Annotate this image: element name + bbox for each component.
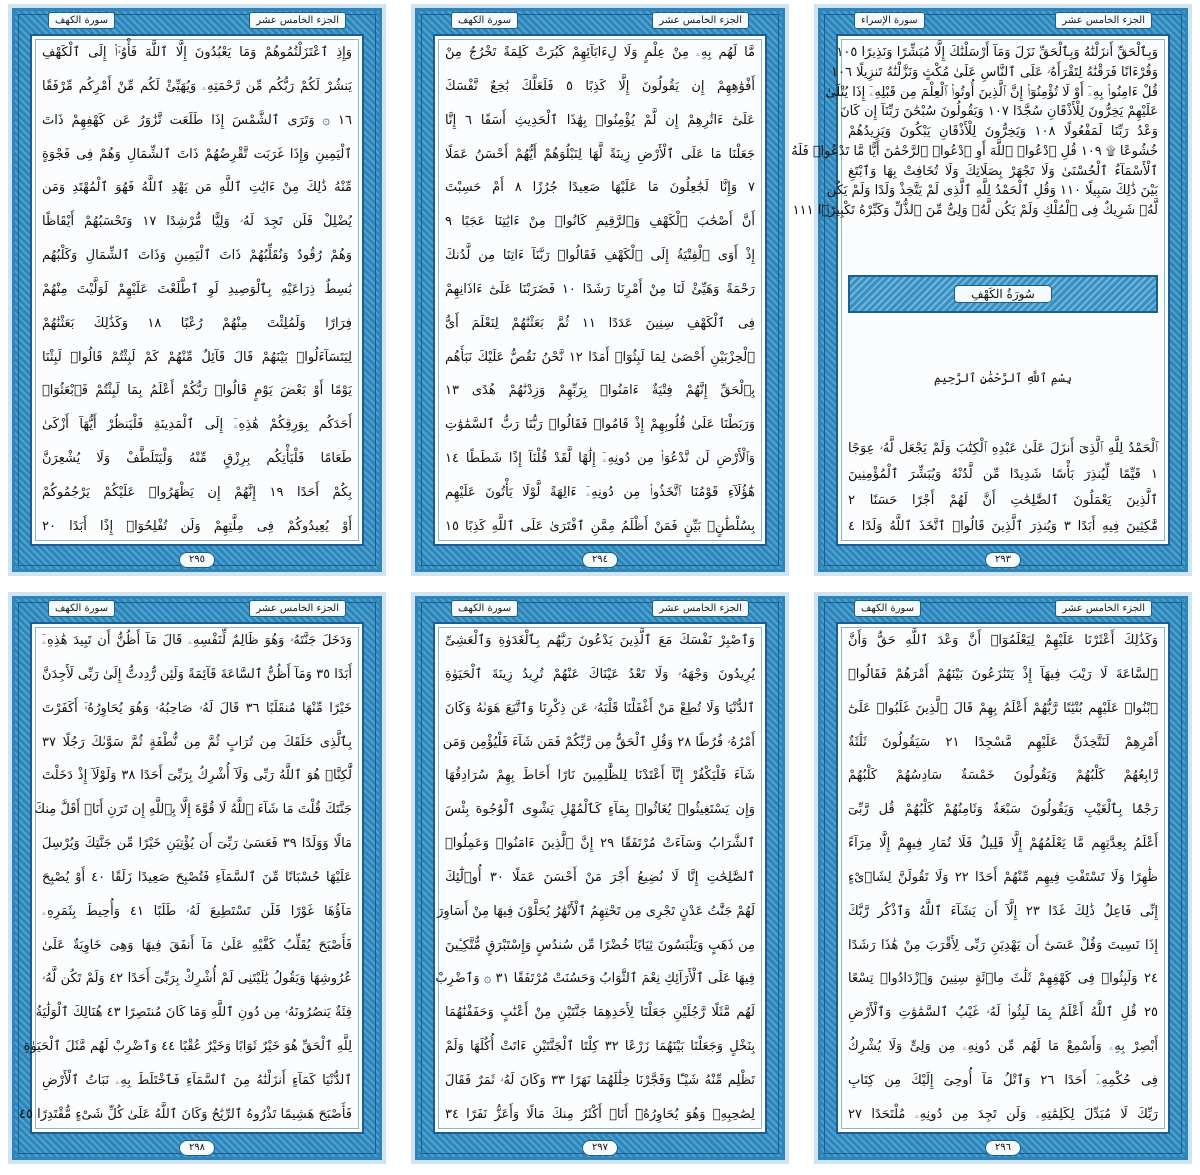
top-lines	[791, 44, 1158, 220]
page-text-area	[791, 34, 1170, 546]
page-number: ٢٩٥	[179, 552, 215, 568]
verse-line: وَبِٱلْحَقِّ أَنزَلْنَٰهُ وَبِٱلْحَقِّ نَزَلَ وَمَآ أَرْسَلْنَٰكَ إِلَّا مُبَشِّرًا وَنَذِيرًا ١٠٥	[836, 45, 1158, 60]
verse-line: أَفْوَٰهِهِمْ إِن يَقُولُونَ إِلَّا كَذِبًا ٥ فَلَعَلَّكَ بَٰخِعٌ نَّفْسَكَ	[445, 78, 755, 94]
page-header	[854, 11, 1152, 29]
verse-line: أَمْرُهُۥ فُرُطًا ٢٨ وَقُلِ ٱلْحَقُّ مِن رَّبِّكُمْ فَمَن شَآءَ فَلْيُؤْمِن وَمَن	[442, 734, 755, 750]
page-lines	[18, 632, 353, 1124]
verse-line: شَآءَ فَلْيَكْفُرْ إِنَّآ أَعْتَدْنَا لِلظَّٰلِمِينَ نَارًا أَحَاطَ بِهِمْ سُرَادِقُهَا	[445, 768, 755, 784]
verse-line: جَعَلْنَا مَا عَلَى ٱلْأَرْضِ زِينَةً لَّهَا لِنَبْلُوَهُمْ أَيُّهُمْ أَحْسَنُ عَمَلًا	[445, 146, 755, 162]
verse-line: وَٱصْبِرْ نَفْسَكَ مَعَ ٱلَّذِينَ يَدْعُونَ رَبَّهُم بِٱلْغَدَوٰةِ وَٱلْعَشِىِّ	[445, 633, 755, 648]
page-text-area	[433, 622, 767, 1134]
page-text-area	[836, 622, 1170, 1134]
verse-line: لِيَتَسَآءَلُوا۟ بَيْنَهُمْ قَالَ قَآئِلٌ مِّنْهُمْ كَمْ لَبِثْتُمْ قَالُوا۟ لَبِثْنَا	[42, 349, 352, 365]
verse-line: إِذْ أَوَى ٱلْفِتْيَةُ إِلَى ٱلْكَهْفِ فَقَالُوا۟ رَبَّنَآ ءَاتِنَا مِن لَّدُنكَ	[445, 248, 755, 264]
verse-line: أَنَّ أَصْحَٰبَ ٱلْكَهْفِ وَٱلرَّقِيمِ كَانُوا۟ مِنْ ءَايَٰتِنَا عَجَبًا ٩	[445, 214, 755, 230]
page-lines	[848, 632, 1158, 1124]
verse-line: لَّهُۥ شَرِيكٌ فِى ٱلْمُلْكِ وَلَمْ يَكُن لَّهُۥ وَلِىٌّ مِّنَ ٱلذُّلِّ وَكَبِّرْهُ تَكْبِيرًۢا ١١١	[792, 203, 1158, 218]
quran-page	[8, 592, 386, 1164]
surah-name-label: سورة الكهف	[48, 12, 115, 29]
page-lines	[435, 632, 756, 1124]
verse-line: عَلَيْهِمْ يَخِرُّونَ لِلْأَذْقَانِ سُجَّدًا ١٠٧ وَيَقُولُونَ سُبْحَٰنَ رَبِّنَآ إِن كَانَ	[840, 104, 1158, 120]
verse-line: وَقُرْءَانًا فَرَقْنَٰهُ لِتَقْرَأَهُۥ عَلَى ٱلنَّاسِ عَلَىٰ مُكْثٍ وَنَزَّلْنَٰهُ تَنزِيلًا ١٠٦	[831, 64, 1158, 80]
basmala: بِسْمِ ٱللَّهِ ٱلرَّحْمَٰنِ ٱلرَّحِيمِ	[933, 370, 1072, 385]
surah-title-banner	[848, 275, 1158, 313]
verse-line: وَٱلْأَرْضِ لَن نَّدْعُوَا۟ مِن دُونِهِۦٓ إِلَٰهًا لَّقَدْ قُلْنَآ إِذًا شَطَطًا ١٤	[445, 451, 755, 467]
verse-line: أَبْصِرْ بِهِۦ وَأَسْمِعْ مَا لَهُم مِّن دُونِهِۦ مِن وَلِىٍّ وَلَا يُشْرِكُ	[848, 1039, 1158, 1055]
verse-line: مِّنْهُ ذَٰلِكَ مِنْ ءَايَٰتِ ٱللَّهِ مَن يَهْدِ ٱللَّهُ فَهُوَ ٱلْمُهْتَدِ وَمَن	[42, 180, 352, 196]
page-header	[451, 599, 749, 617]
verse-line: فِى حُكْمِهِۦٓ أَحَدًا ٢٦ وَٱتْلُ مَآ أُوحِىَ إِلَيْكَ مِن كِتَابِ	[848, 1072, 1158, 1088]
verse-line: لِلَّهِ ٱلْحَقِّ هُوَ خَيْرٌ ثَوَابًا وَخَيْرٌ عُقْبًا ٤٤ وَٱضْرِبْ لَهُم مَّثَلَ ٱلْحَيَوٰةِ	[23, 1039, 352, 1055]
verse-line: ١٦ ۞ وَتَرَى ٱلشَّمْسَ إِذَا طَلَعَت تَّزَٰوَرُ عَن كَهْفِهِمْ ذَاتَ	[42, 112, 352, 128]
verse-line: تَظْلِم مِّنْهُ شَيْـًٔا وَفَجَّرْنَا خِلَٰلَهُمَا نَهَرًا ٣٣ وَكَانَ لَهُۥ ثَمَرٌ فَقَالَ	[445, 1072, 755, 1088]
verse-line: بِنَخْلٍ وَجَعَلْنَا بَيْنَهُمَا زَرْعًا ٣٢ كِلْتَا ٱلْجَنَّتَيْنِ ءَاتَتْ أُكُلَهَا وَلَمْ	[445, 1039, 755, 1055]
verse-line: مَّا لَهُم بِهِۦ مِنْ عِلْمٍ وَلَا لِءَابَآئِهِمْ كَبُرَتْ كَلِمَةً تَخْرُجُ مِنْ	[445, 45, 755, 60]
juz-label: الجزء الخامس عشر	[1055, 600, 1152, 617]
verse-line: ٱلشَّرَابُ وَسَآءَتْ مُرْتَفَقًا ٢٩ إِنَّ ٱلَّذِينَ ءَامَنُوا۟ وَعَمِلُوا۟	[445, 836, 755, 852]
verse-line: وَرَبَطْنَا عَلَىٰ قُلُوبِهِمْ إِذْ قَامُوا۟ فَقَالُوا۟ رَبُّنَا رَبُّ ٱلسَّمَٰوَٰتِ	[445, 417, 755, 433]
verse-line: وَإِن يَسْتَغِيثُوا۟ يُغَاثُوا۟ بِمَآءٍ كَٱلْمُهْلِ يَشْوِى ٱلْوُجُوهَ بِئْسَ	[445, 802, 755, 818]
verse-line: ٱبْنُوا۟ عَلَيْهِم بُنْيَٰنًا رَّبُّهُمْ أَعْلَمُ بِهِمْ قَالَ ٱلَّذِينَ غَلَبُوا۟ عَلَىٰٓ	[848, 700, 1158, 716]
juz-label: الجزء الخامس عشر	[249, 600, 346, 617]
surah-name-label: سورة الإسراء	[854, 12, 925, 29]
quran-page	[814, 592, 1192, 1164]
verse-line: فَأَصْبَحَ هَشِيمًا تَذْرُوهُ ٱلرِّيَٰحُ وَكَانَ ٱللَّهُ عَلَىٰ كُلِّ شَىْءٍ مُّقْتَدِرًا ٤٥	[18, 1106, 352, 1122]
verse-line: يُضْلِلْ فَلَن تَجِدَ لَهُۥ وَلِيًّا مُّرْشِدًا ١٧ وَتَحْسَبُهُمْ أَيْقَاظًا	[42, 214, 352, 230]
page-number: ٢٩٤	[582, 552, 618, 568]
page-number: ٢٩٣	[985, 552, 1021, 568]
page-number: ٢٩٨	[179, 1140, 215, 1156]
verse-line: ٱلدُّنْيَا كَمَآءٍ أَنزَلْنَٰهُ مِنَ ٱلسَّمَآءِ فَٱخْتَلَطَ بِهِۦ نَبَاتُ ٱلْأَرْضِ	[42, 1072, 352, 1088]
bottom-lines	[848, 440, 1158, 536]
page-footer	[411, 551, 789, 569]
verse-line: خُشُوعًا ۩ ١٠٩ قُلِ ٱدْعُوا۟ ٱللَّهَ أَوِ ٱدْعُوا۟ ٱلرَّحْمَٰنَ أَيًّا مَّا تَدْعُوا۟ فَلَهُ	[791, 143, 1158, 159]
verse-line: مَالًا وَوَلَدًا ٣٩ فَعَسَىٰ رَبِّىٓ أَن يُؤْتِيَنِ خَيْرًا مِّن جَنَّتِكَ وَيُرْسِلَ	[42, 836, 352, 852]
verse-line: ٱلَّذِينَ يَعْمَلُونَ ٱلصَّٰلِحَٰتِ أَنَّ لَهُمْ أَجْرًا حَسَنًا ٢	[848, 492, 1158, 508]
verse-line: لِصَٰحِبِهِۦ وَهُوَ يُحَاوِرُهُۥٓ أَنَا۠ أَكْثَرُ مِنكَ مَالًا وَأَعَزُّ نَفَرًا ٣٤	[445, 1106, 755, 1122]
page-lines	[445, 44, 755, 536]
quran-page	[411, 4, 789, 576]
juz-label: الجزء الخامس عشر	[249, 12, 346, 29]
verse-line: بِكُمْ أَحَدًا ١٩ إِنَّهُمْ إِن يَظْهَرُوا۟ عَلَيْكُمْ يَرْجُمُوكُمْ	[42, 484, 352, 500]
page-header	[854, 599, 1152, 617]
verse-line: يَوْمًا أَوْ بَعْضَ يَوْمٍ قَالُوا۟ رَبُّكُمْ أَعْلَمُ بِمَا لَبِثْتُمْ فَٱبْعَثُوٓا۟	[42, 383, 352, 399]
page-text-area	[30, 34, 364, 546]
verse-line: لَهُم مَّثَلًا رَّجُلَيْنِ جَعَلْنَا لِأَحَدِهِمَا جَنَّتَيْنِ مِنْ أَعْنَٰبٍ وَحَفَفْنَٰهُمَا	[445, 1005, 755, 1021]
verse-line: فِيهَا عَلَى ٱلْأَرَآئِكِ نِعْمَ ٱلثَّوَابُ وَحَسُنَتْ مُرْتَفَقًا ٣١ ۞ وَٱضْرِبْ	[435, 971, 755, 987]
verse-line: وَكَذَٰلِكَ أَعْثَرْنَا عَلَيْهِمْ لِيَعْلَمُوٓا۟ أَنَّ وَعْدَ ٱللَّهِ حَقٌّ وَأَنَّ	[848, 633, 1158, 648]
verse-line: مَّٰكِثِينَ فِيهِ أَبَدًا ٣ وَيُنذِرَ ٱلَّذِينَ قَالُوا۟ ٱتَّخَذَ ٱللَّهُ وَلَدًا ٤	[848, 518, 1158, 534]
verse-line: إِذَا نَسِيتَ وَقُلْ عَسَىٰٓ أَن يَهْدِيَنِ رَبِّى لِأَقْرَبَ مِنْ هَٰذَا رَشَدًا	[848, 937, 1158, 953]
verse-line: رَجْمًۢا بِٱلْغَيْبِ وَيَقُولُونَ سَبْعَةٌ وَثَامِنُهُمْ كَلْبُهُمْ قُل رَّبِّىٓ	[848, 802, 1158, 818]
verse-line: ظَٰهِرًا وَلَا تَسْتَفْتِ فِيهِم مِّنْهُمْ أَحَدًا ٢٢ وَلَا تَقُولَنَّ لِشَا۟ىْءٍ	[848, 869, 1158, 885]
verse-line: أَبَدًا ٣٥ وَمَآ أَظُنُّ ٱلسَّاعَةَ قَآئِمَةً وَلَئِن رُّدِدتُّ إِلَىٰ رَبِّى لَأَجِدَنَّ	[42, 666, 352, 682]
verse-line: ٱلْحَمْدُ لِلَّهِ ٱلَّذِىٓ أَنزَلَ عَلَىٰ عَبْدِهِ ٱلْكِتَٰبَ وَلَمْ يَجْعَل لَّهُۥ عِوَجًا	[848, 440, 1158, 456]
verse-line: بَيْنَ ذَٰلِكَ سَبِيلًا ١١٠ وَقُلِ ٱلْحَمْدُ لِلَّهِ ٱلَّذِى لَمْ يَتَّخِذْ وَلَدًا وَلَمْ يَكُن	[826, 183, 1158, 199]
page-footer	[8, 1139, 386, 1157]
verse-line: عَلَىٰٓ ءَاثَٰرِهِمْ إِن لَّمْ يُؤْمِنُوا۟ بِهَٰذَا ٱلْحَدِيثِ أَسَفًا ٦ إِنَّا	[445, 112, 755, 128]
verse-line: ٱلْأَسْمَآءُ ٱلْحُسْنَىٰ وَلَا تَجْهَرْ بِصَلَاتِكَ وَلَا تُخَافِتْ بِهَا وَٱبْتَغِ	[848, 163, 1158, 179]
verse-line: أَوْ يُعِيدُوكُمْ فِى مِلَّتِهِمْ وَلَن تُفْلِحُوٓا۟ إِذًا أَبَدًا ٢٠	[42, 518, 352, 534]
verse-line: يُرِيدُونَ وَجْهَهُۥ وَلَا تَعْدُ عَيْنَاكَ عَنْهُمْ تُرِيدُ زِينَةَ ٱلْحَيَوٰةِ	[445, 666, 755, 682]
page-text-area	[433, 34, 767, 546]
verse-line: وَهُمْ رُقُودٌ وَنُقَلِّبُهُمْ ذَاتَ ٱلْيَمِينِ وَذَاتَ ٱلشِّمَالِ وَكَلْبُهُم	[42, 248, 352, 264]
surah-name-label: سورة الكهف	[451, 12, 518, 29]
page-footer	[8, 551, 386, 569]
verse-line: يَنشُرْ لَكُمْ رَبُّكُم مِّن رَّحْمَتِهِۦ وَيُهَيِّئْ لَكُم مِّنْ أَمْرِكُم مِّرْفَقًا	[42, 78, 352, 94]
surah-title: سُورَةُ الكَهْفِ	[954, 285, 1052, 303]
verse-line: أَمْرِهِمْ لَنَتَّخِذَنَّ عَلَيْهِم مَّسْجِدًا ٢١ سَيَقُولُونَ ثَلَٰثَةٌ	[848, 734, 1158, 750]
verse-line: مِن ذَهَبٍ وَيَلْبَسُونَ ثِيَابًا خُضْرًا مِّن سُندُسٍ وَإِسْتَبْرَقٍ مُّتَّكِـِٔينَ	[445, 937, 755, 953]
page-header	[48, 599, 346, 617]
verse-line: وَعْدُ رَبِّنَا لَمَفْعُولًا ١٠٨ وَيَخِرُّونَ لِلْأَذْقَانِ يَبْكُونَ وَيَزِيدُهُمْ	[848, 124, 1158, 139]
verse-line: رَّابِعُهُمْ كَلْبُهُمْ وَيَقُولُونَ خَمْسَةٌ سَادِسُهُمْ كَلْبُهُمْ	[848, 768, 1158, 784]
verse-line: فِى ٱلْكَهْفِ سِنِينَ عَدَدًا ١١ ثُمَّ بَعَثْنَٰهُمْ لِنَعْلَمَ أَىُّ	[445, 315, 756, 331]
verse-line: إِنِّى فَاعِلٌ ذَٰلِكَ غَدًا ٢٣ إِلَّآ أَن يَشَآءَ ٱللَّهُ وَٱذْكُر رَّبَّكَ	[848, 903, 1158, 919]
verse-line: قُلْ ءَامِنُوا۟ بِهِۦٓ أَوْ لَا تُؤْمِنُوٓا۟ إِنَّ ٱلَّذِينَ أُوتُوا۟ ٱلْعِلْمَ مِن قَبْلِهِۦٓ إِذَا يُتْلَىٰ	[825, 84, 1158, 100]
verse-line: ٱلْيَمِينِ وَإِذَا غَرَبَت تَّقْرِضُهُمْ ذَاتَ ٱلشِّمَالِ وَهُمْ فِى فَجْوَةٍ	[42, 146, 352, 162]
verse-line: ٢٤ وَلَبِثُوا۟ فِى كَهْفِهِمْ ثَلَٰثَ مِا۟ئَةٍ سِنِينَ وَٱزْدَادُوا۟ تِسْعًا	[848, 971, 1158, 987]
page-text-area	[18, 622, 364, 1134]
verse-line: ٱلسَّاعَةَ لَا رَيْبَ فِيهَآ إِذْ يَتَنَٰزَعُونَ بَيْنَهُمْ أَمْرَهُمْ فَقَالُوا۟	[848, 666, 1158, 682]
page-header	[48, 11, 346, 29]
page-header	[451, 11, 749, 29]
page-number: ٢٩٦	[985, 1140, 1021, 1156]
verse-line: رَبِّكَ لَا مُبَدِّلَ لِكَلِمَٰتِهِۦ وَلَن تَجِدَ مِن دُونِهِۦ مُلْتَحَدًا ٢٧	[848, 1106, 1158, 1122]
verse-line: ٱلْحِزْبَيْنِ أَحْصَىٰ لِمَا لَبِثُوٓا۟ أَمَدًا ١٢ نَّحْنُ نَقُصُّ عَلَيْكَ نَبَأَهُم	[445, 349, 755, 365]
surah-name-label: سورة الكهف	[854, 600, 921, 617]
page-footer	[814, 1139, 1192, 1157]
verse-line: بِٱلَّذِى خَلَقَكَ مِن تُرَابٍ ثُمَّ مِن نُّطْفَةٍ ثُمَّ سَوَّىٰكَ رَجُلًا ٣٧	[42, 734, 352, 750]
page-footer	[814, 551, 1192, 569]
verse-line: مَآؤُهَا غَوْرًا فَلَن تَسْتَطِيعَ لَهُۥ طَلَبًا ٤١ وَأُحِيطَ بِثَمَرِهِۦ	[42, 903, 352, 919]
juz-label: الجزء الخامس عشر	[652, 600, 749, 617]
verse-line: بِٱلْحَقِّ إِنَّهُمْ فِتْيَةٌ ءَامَنُوا۟ بِرَبِّهِمْ وَزِدْنَٰهُمْ هُدًى ١٣	[445, 383, 755, 399]
page-number: ٢٩٧	[582, 1140, 618, 1156]
verse-line: هَٰٓؤُلَآءِ قَوْمُنَا ٱتَّخَذُوا۟ مِن دُونِهِۦٓ ءَالِهَةً لَّوْلَا يَأْتُونَ عَلَيْهِم	[445, 484, 755, 500]
juz-label: الجزء الخامس عشر	[652, 12, 749, 29]
page-lines	[791, 44, 1158, 536]
verse-line: رَحْمَةً وَهَيِّئْ لَنَا مِنْ أَمْرِنَا رَشَدًا ١٠ فَضَرَبْنَا عَلَىٰٓ ءَاذَانِهِمْ	[445, 281, 756, 297]
verse-line: عُرُوشِهَا وَيَقُولُ يَٰلَيْتَنِى لَمْ أُشْرِكْ بِرَبِّىٓ أَحَدًا ٤٢ وَلَمْ تَكُن لَّهُۥ	[42, 971, 352, 987]
verse-line: ٱلصَّٰلِحَٰتِ إِنَّا لَا نُضِيعُ أَجْرَ مَنْ أَحْسَنَ عَمَلًا ٣٠ أُو۟لَٰٓئِكَ	[445, 869, 756, 885]
verse-line: لَهُمْ جَنَّٰتُ عَدْنٍ تَجْرِى مِن تَحْتِهِمُ ٱلْأَنْهَٰرُ يُحَلَّوْنَ فِيهَا مِنْ أَسَاوِرَ	[437, 903, 755, 919]
juz-label: الجزء الخامس عشر	[1055, 12, 1152, 29]
verse-line: جَنَّتَكَ قُلْتَ مَا شَآءَ ٱللَّهُ لَا قُوَّةَ إِلَّا بِٱللَّهِ إِن تَرَنِ أَنَا۠ أَقَلَّ مِنكَ	[34, 802, 352, 818]
verse-line: خَيْرًا مِّنْهَا مُنقَلَبًا ٣٦ قَالَ لَهُۥ صَاحِبُهُۥ وَهُوَ يُحَاوِرُهُۥٓ أَكَفَرْتَ	[42, 700, 352, 716]
verse-line: ٱلدُّنْيَا وَلَا تُطِعْ مَنْ أَغْفَلْنَا قَلْبَهُۥ عَن ذِكْرِنَا وَٱتَّبَعَ هَوَىٰهُ وَكَانَ	[445, 700, 755, 716]
verse-line: وَدَخَلَ جَنَّتَهُۥ وَهُوَ ظَالِمٌ لِّنَفْسِهِۦ قَالَ مَآ أَظُنُّ أَن تَبِيدَ هَٰذِهِۦٓ	[42, 633, 352, 648]
verse-line: لَّٰكِنَّا۠ هُوَ ٱللَّهُ رَبِّى وَلَآ أُشْرِكُ بِرَبِّىٓ أَحَدًا ٣٨ وَلَوْلَآ إِذْ دَخَلْتَ	[42, 768, 353, 784]
verse-line: بِسُلْطَٰنٍۭ بَيِّنٍ فَمَنْ أَظْلَمُ مِمَّنِ ٱفْتَرَىٰ عَلَى ٱللَّهِ كَذِبًا ١٥	[445, 518, 755, 534]
verse-line: ٧ وَإِنَّا لَجَٰعِلُونَ مَا عَلَيْهَا صَعِيدًا جُرُزًا ٨ أَمْ حَسِبْتَ	[445, 180, 756, 196]
surah-name-label: سورة الكهف	[48, 600, 115, 617]
verse-line: أَعْلَمُ بِعِدَّتِهِم مَّا يَعْلَمُهُمْ إِلَّا قَلِيلٌ فَلَا تُمَارِ فِيهِمْ إِلَّا مِرَآءً	[848, 836, 1158, 852]
page-footer	[411, 1139, 789, 1157]
verse-line: فِئَةٌ يَنصُرُونَهُۥ مِن دُونِ ٱللَّهِ وَمَا كَانَ مُنتَصِرًا ٤٣ هُنَالِكَ ٱلْوَلَٰيَةُ	[35, 1005, 352, 1021]
verse-line: وَإِذِ ٱعْتَزَلْتُمُوهُمْ وَمَا يَعْبُدُونَ إِلَّا ٱللَّهَ فَأْوُۥٓا۟ إِلَى ٱلْكَهْفِ	[42, 45, 352, 60]
verse-line: طَعَامًا فَلْيَأْتِكُم بِرِزْقٍ مِّنْهُ وَلْيَتَلَطَّفْ وَلَا يُشْعِرَنَّ	[42, 451, 352, 467]
page-lines	[42, 44, 352, 536]
quran-page	[411, 592, 789, 1164]
verse-line: فَأَصْبَحَ يُقَلِّبُ كَفَّيْهِ عَلَىٰ مَآ أَنفَقَ فِيهَا وَهِىَ خَاوِيَةٌ عَلَىٰ	[42, 937, 352, 953]
verse-line: ٢٥ قُلِ ٱللَّهُ أَعْلَمُ بِمَا لَبِثُوا۟ لَهُۥ غَيْبُ ٱلسَّمَٰوَٰتِ وَٱلْأَرْضِ	[848, 1005, 1158, 1021]
verse-line: عَلَيْهَا حُسْبَانًا مِّنَ ٱلسَّمَآءِ فَتُصْبِحَ صَعِيدًا زَلَقًا ٤٠ أَوْ يُصْبِحَ	[42, 869, 352, 885]
surah-name-label: سورة الكهف	[451, 600, 518, 617]
verse-line: أَحَدَكُم بِوَرِقِكُمْ هَٰذِهِۦٓ إِلَى ٱلْمَدِينَةِ فَلْيَنظُرْ أَيُّهَآ أَزْكَىٰ	[42, 417, 352, 433]
verse-line: فِرَارًا وَلَمُلِئْتَ مِنْهُمْ رُعْبًا ١٨ وَكَذَٰلِكَ بَعَثْنَٰهُمْ	[42, 315, 352, 331]
verse-line: بَٰسِطٌ ذِرَاعَيْهِ بِٱلْوَصِيدِ لَوِ ٱطَّلَعْتَ عَلَيْهِمْ لَوَلَّيْتَ مِنْهُمْ	[42, 281, 352, 297]
quran-page	[791, 4, 1192, 576]
quran-page	[8, 4, 386, 576]
verse-line: ١ قَيِّمًا لِّيُنذِرَ بَأْسًا شَدِيدًا مِّن لَّدُنْهُ وَيُبَشِّرَ ٱلْمُؤْمِنِينَ	[848, 466, 1158, 482]
